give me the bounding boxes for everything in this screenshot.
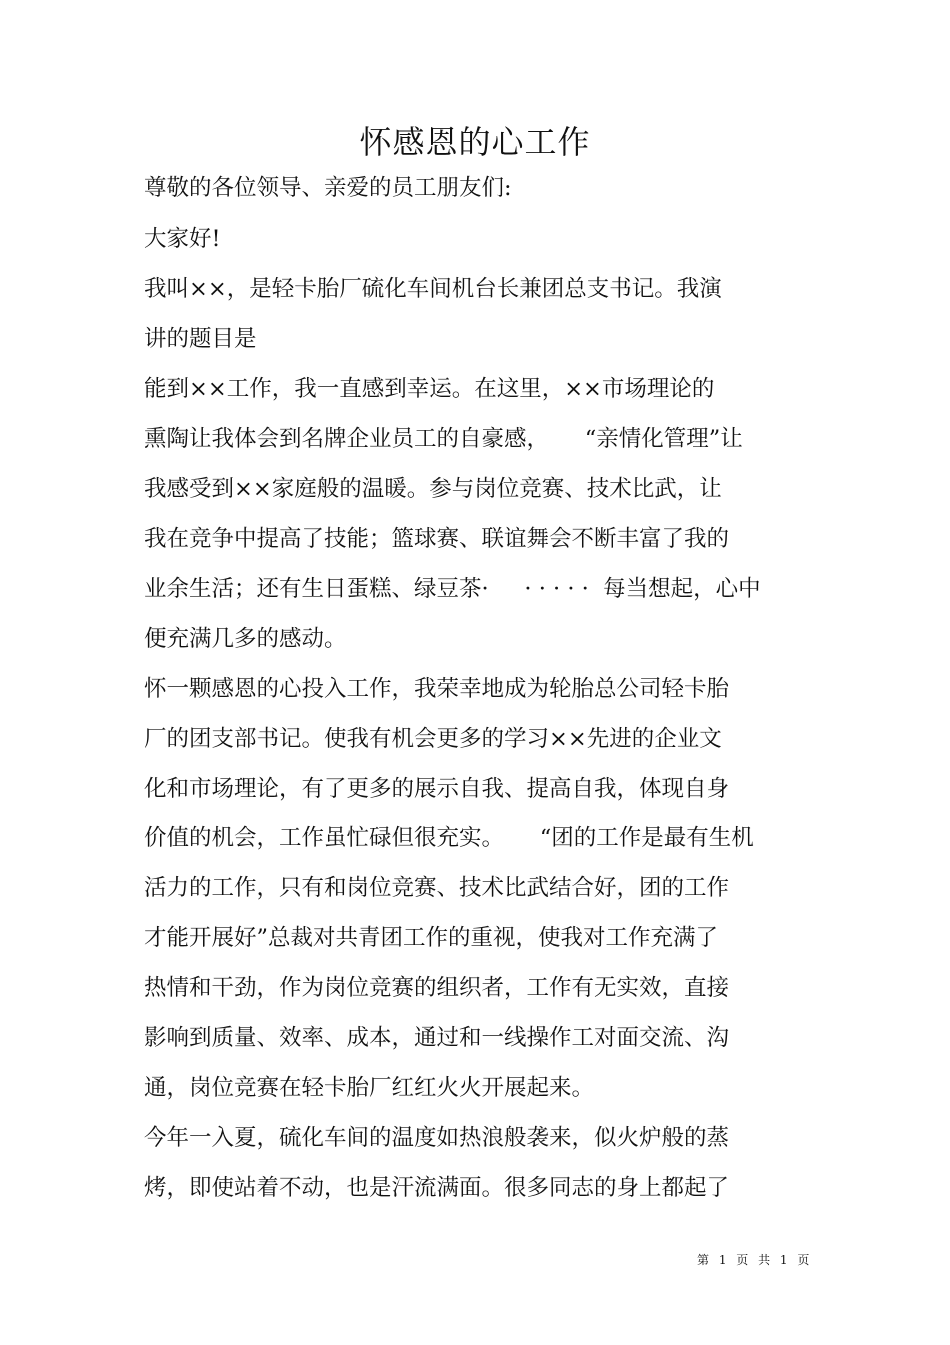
paragraph-line: 我感受到××家庭般的温暖。参与岗位竞赛、技术比武，让 bbox=[144, 476, 722, 502]
paragraph-line: 活力的工作，只有和岗位竞赛、技术比武结合好，团的工作 bbox=[144, 875, 730, 901]
paragraph-line: 影响到质量、效率、成本，通过和一线操作工对面交流、沟 bbox=[144, 1025, 730, 1051]
paragraph-line: 大家好! bbox=[144, 226, 221, 252]
paragraph-line: 才能开展好”总裁对共青团工作的重视，使我对工作充满了 bbox=[144, 925, 719, 951]
paragraph-line: 通，岗位竞赛在轻卡胎厂红红火火开展起来。 bbox=[144, 1075, 595, 1101]
paragraph-line: 烤，即使站着不动，也是汗流满面。很多同志的身上都起了 bbox=[144, 1175, 730, 1201]
paragraph-line: 业余生活；还有生日蛋糕、绿豆茶· · · · · · 每当想起，心中 bbox=[144, 576, 761, 602]
paragraph-line: 化和市场理论，有了更多的展示自我、提高自我，体现自身 bbox=[144, 776, 730, 802]
paragraph-line: 尊敬的各位领导、亲爱的员工朋友们: bbox=[144, 175, 512, 201]
paragraph-line: 便充满几多的感动。 bbox=[144, 626, 347, 652]
page-footer: 第 1 页 共 1 页 bbox=[697, 1253, 813, 1267]
paragraph-line: 价值的机会，工作虽忙碌但很充实。 “团的工作是最有生机 bbox=[144, 825, 754, 851]
paragraph-line: 今年一入夏，硫化车间的温度如热浪般袭来，似火炉般的蒸 bbox=[144, 1125, 730, 1151]
paragraph-line: 熏陶让我体会到名牌企业员工的自豪感， “亲情化管理”让 bbox=[144, 426, 743, 452]
paragraph-line: 讲的题目是 bbox=[144, 326, 257, 352]
paragraph-line: 怀一颗感恩的心投入工作，我荣幸地成为轮胎总公司轻卡胎 bbox=[144, 676, 730, 702]
paragraph-line: 我在竞争中提高了技能；篮球赛、联谊舞会不断丰富了我的 bbox=[144, 526, 730, 552]
document-title: 怀感恩的心工作 bbox=[359, 123, 591, 161]
paragraph-line: 热情和干劲，作为岗位竞赛的组织者，工作有无实效，直接 bbox=[144, 975, 730, 1001]
paragraph-line: 厂的团支部书记。使我有机会更多的学习××先进的企业文 bbox=[144, 726, 722, 752]
paragraph-line: 能到××工作，我一直感到幸运。在这里，××市场理论的 bbox=[144, 376, 715, 402]
paragraph-line: 我叫××，是轻卡胎厂硫化车间机台长兼团总支书记。我演 bbox=[144, 276, 722, 302]
